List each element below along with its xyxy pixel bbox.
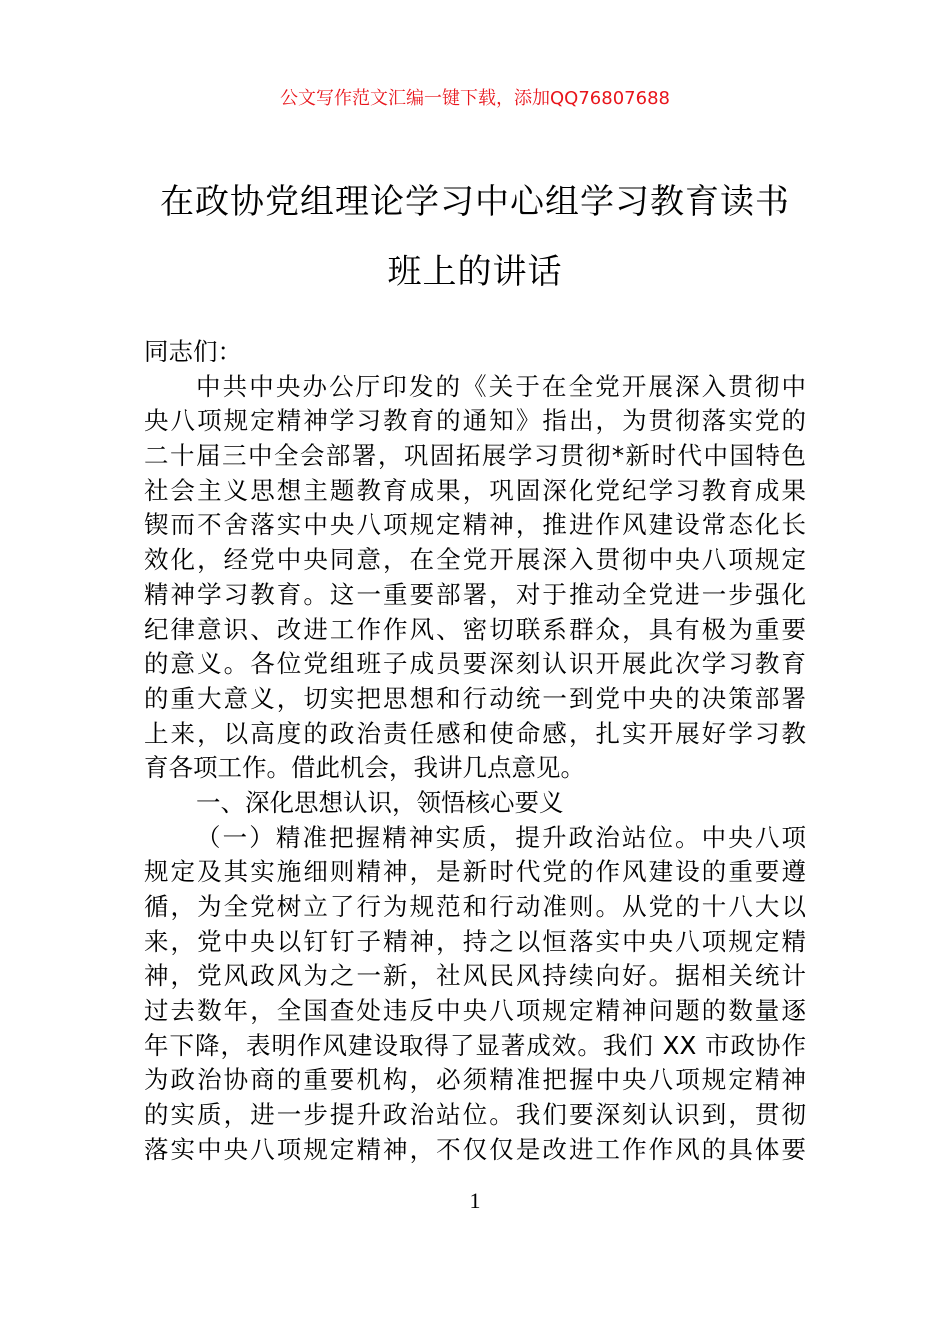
paragraph — [144, 821, 806, 1168]
text-line: 中共中央办公厅印发的《关于在全党开展深入贯彻中 — [196, 371, 806, 401]
paragraph — [144, 370, 806, 786]
text-line: 的重大意义，切实把思想和行动统一到党中央的决策部署 — [144, 683, 806, 713]
text-line: 过去数年，全国查处违反中央八项规定精神问题的数量逐 — [144, 996, 806, 1026]
document-title-line-2: 班上的讲话 — [387, 252, 563, 292]
page-number: 1 — [469, 1188, 481, 1213]
download-watermark: 公文写作范文汇编一键下载，添加QQ76807688 — [280, 88, 670, 109]
text-line: 神，党风政风为之一新，社风民风持续向好。据相关统计 — [144, 961, 806, 991]
text-line: 精神学习教育。这一重要部署，对于推动全党进一步强化 — [144, 579, 806, 609]
text-line: 纪律意识、改进工作作风、密切联系群众，具有极为重要 — [144, 614, 806, 644]
text-line: 育各项工作。借此机会，我讲几点意见。 — [144, 753, 585, 783]
text-line: 央八项规定精神学习教育的通知》指出，为贯彻落实党的 — [144, 406, 806, 436]
text-line: 的意义。各位党组班子成员要深刻认识开展此次学习教育 — [144, 649, 806, 679]
text-line: 循，为全党树立了行为规范和行动准则。从党的十八大以 — [144, 892, 806, 921]
text-line: 锲而不舍落实中央八项规定精神，推进作风建设常态化长 — [144, 510, 806, 540]
paragraph — [144, 786, 806, 821]
text-line: 规定及其实施细则精神，是新时代党的作风建设的重要遵 — [144, 857, 806, 887]
paragraph — [144, 335, 806, 370]
text-line: 为政治协商的重要机构，必须精准把握中央八项规定精神 — [144, 1065, 806, 1095]
text-line: 上来，以高度的政治责任感和使命感，扎实开展好学习教 — [144, 718, 806, 748]
text-line: 同志们： — [144, 337, 242, 366]
text-line: （一）精准把握精神实质，提升政治站位。中央八项 — [196, 822, 806, 852]
text-line: 一、深化思想认识，领悟核心要义 — [196, 787, 564, 817]
text-line: 社会主义思想主题教育成果，巩固深化党纪学习教育成果 — [144, 475, 806, 505]
text-line: 二十届三中全会部署，巩固拓展学习贯彻*新时代中国特色 — [144, 441, 806, 471]
text-line: 落实中央八项规定精神，不仅仅是改进工作作风的具体要 — [144, 1134, 806, 1164]
document-title-line-1: 在政协党组理论学习中心组学习教育读书 — [160, 182, 790, 222]
text-line: 来，党中央以钉钉子精神，持之以恒落实中央八项规定精 — [144, 926, 806, 956]
document-body — [144, 335, 806, 1168]
text-line: 的实质，进一步提升政治站位。我们要深刻认识到，贯彻 — [144, 1100, 806, 1130]
text-line: 年下降，表明作风建设取得了显著成效。我们 XX 市政协作 — [144, 1030, 806, 1060]
text-line: 效化，经党中央同意，在全党开展深入贯彻中央八项规定 — [144, 545, 806, 575]
